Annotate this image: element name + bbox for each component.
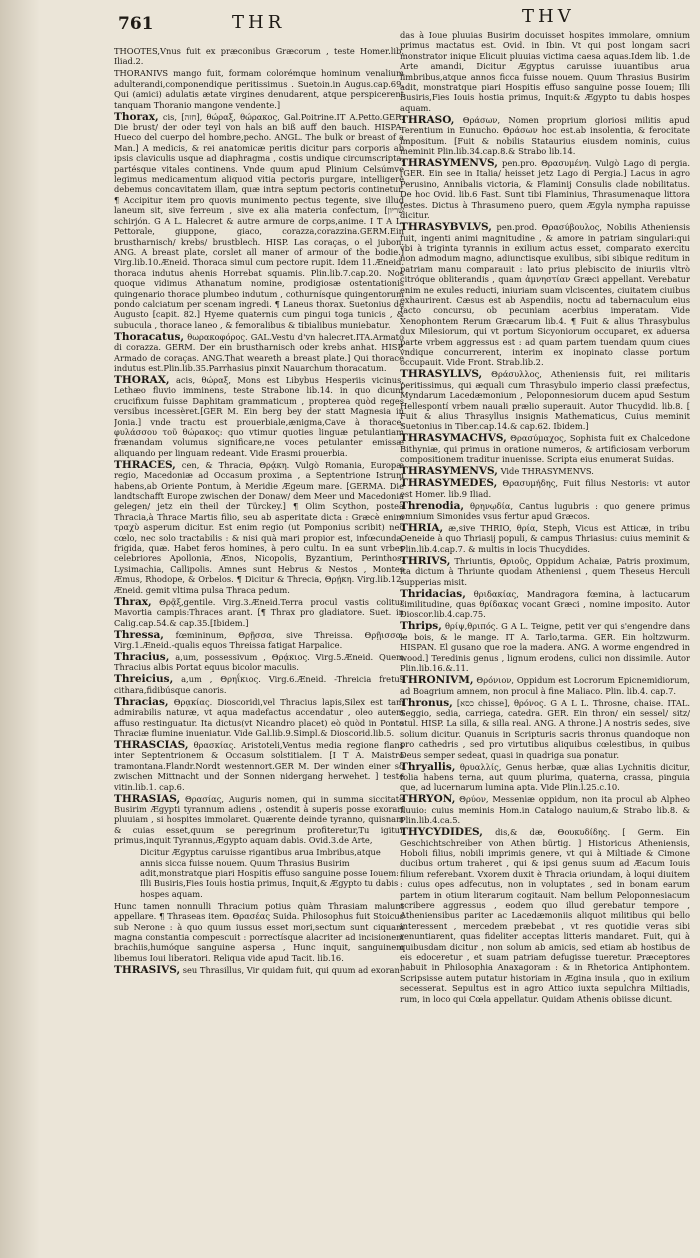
entry-text: Θρᾷξ,gentile. Virg.3.Æneid.Terra procul vastis colitur Mavortia campis:Thraces arant. [¶ Thrax pro gladiatore. Suet. in Calig.cap.54.& cap.35.[Ibidem.] <box>114 596 404 628</box>
dictionary-entry <box>400 369 690 431</box>
entry-text: THORANIVS mango fuit, formam colorémque hominum venalium adulterandi,componendique peritissimus . Suetoin.in Augus.cap.69. Qui (amici) adulatis ætate virgines denudarent, atque perspicerent tanquam Thoranio mangone vendente.] <box>114 68 404 110</box>
entry-text: θρηνῳδία, Cantus lugubris : quo genere primus omnium Simonides vsus fertur apud Græcos. <box>400 500 690 522</box>
entry-headword: Thryallis, <box>400 760 456 773</box>
entry-text: Θρᾳκίας. Dioscoridi,vel Thracius lapis,Silex est tam admirabilis naturæ, vt aqua madefactus accendatur , oleo autem affuso restinguatur. Ita dictus(vt Nicandro placet) eò quòd in Ponto Thraciæ flumine inueniatur. Vide Gal.lib.9.Simpl.& Dioscorid.lib.5. <box>114 696 404 738</box>
entry-headword: Threicius, <box>114 673 174 686</box>
dictionary-entry <box>114 847 404 899</box>
dictionary-entry <box>400 501 690 522</box>
dictionary-entry <box>400 478 690 499</box>
entry-text: a,um , Θρηΐκιος. Virg.6.Æneid. -Threicia fretus cithara,fidibúsque canoris. <box>114 674 404 695</box>
entry-headword: Thronus, <box>400 696 453 709</box>
entry-text: dis,& dæ, Θουκυδίδης. [ Germ. Ein Geschichtschreiber von Athen bürtig. ] Historicus Atheniensis, Hoboli filius, nobili imprimis genere, vt qui à Miltiade & Cimone ducibus ortum traheret , qui & ipsi genus suum ad Æacum Iouis filium referebant. Vxorem duxit è Thracia oriundam, à loqui diuitem : cuius opes adfecutus, non in voluptates , sed in bonam earum partem in otium literarum cogitauit. Nam bellum Peloponnesiacum scribere aggressus , eodem quo illud gerebatur tempore , Atheniensibus pariter ac Lacedæmoniis aliquot militibus qui bello interessent , mercedem præbebat , vt res quotidie veras sibi renuntiarent, quas fideliter acceptas litteris mandaret. Fuit, qui à quibusdam dicitur , non solum ab amicis, sed etiam ab hostibus de eis edoceretur , et suam patriam defugisse tueretur. Præceptores habuit in Philosophia Anaxagoram : & in Rhetorica Antiphontem. Scripsisse autem putatur historiam in Ægina insula , quo in exilium secesserat. Sepultus est in agro Attico iuxta sepulchra Miltiadis, rum, in loco qui Cœla appellatur. Quidam Athenis obiisse dicunt. <box>400 827 690 1004</box>
entry-headword: Threnodia, <box>400 499 465 512</box>
entry-headword: Thridacias, <box>400 587 466 600</box>
entry-headword: THRONIVM, <box>400 674 474 687</box>
entry-text: Θρόνιον, Oppidum est Locrorum Epicnemidiorum, ad Boagrium amnem, non procul à fine Maliaco. Plin. lib.4. cap.7. <box>400 675 690 696</box>
dictionary-entry <box>400 115 690 157</box>
entry-text: fœmininum, Θρῇσσα, sive Threissa. Θρῇισσα. Virg.1.Æneid.-qualis equos Threissa fatigat Harpalice. <box>114 629 404 650</box>
entry-text: Thriuntis, Θριοῦς, Oppidum Achaiæ, Patris proximum, ita dictum à Thriunte quodam Atheniensi , quem Theseus Herculi supperias misit. <box>400 555 690 587</box>
entry-headword: THRASYMENVS, <box>400 157 498 170</box>
entry-headword: THRASIVS, <box>114 963 181 976</box>
entry-text: THOOTES,Vnus fuit ex præconibus Græcorum , teste Homer.lib. Iliad.2. <box>114 46 404 67</box>
dictionary-entry <box>114 965 404 975</box>
entry-text: Θράσων, Nomen proprium gloriosi militis apud Terentium in Eunucho. Θράσων hoc est.ab insolentia, & ferocitate impositum. [Fuit & nobilis Stataurius eiusdem nominis, cuius meminit Plin.lib.34.cap.8.& Strabo lib.14. <box>400 114 690 157</box>
entry-text: Vide THRASYMENVS. <box>500 466 594 477</box>
entry-text: Dicitur Ægyptus caruisse rigantibus arua Imbribus,atque annis sicca fuisse nouem. Quum Thrasius Busirim adit,monstratque piari Hospitis effuso sanguine posse Iouem: Illi Busiris,Fies Iouis hostia primus, Inquit,& Ægypto tu dabis hospes aquam. <box>140 847 399 899</box>
entry-headword: THYCYDIDES, <box>400 826 483 839</box>
entry-headword: Thrips, <box>400 620 442 633</box>
dictionary-entry <box>114 597 404 628</box>
entry-headword: THRIA, <box>400 522 444 535</box>
entry-text: das à Ioue pluuias Busirim docuisset hospites immolare, omnium primus mactatus est. Ovid. in Ibin. Vt qui post longam sacri monstrator inique Elicuit pluuias victima caesa aquas.Idem lib. 1.de Arte amandi, Dicitur Ægyptus caruisse iuuantibus arua limbribus,atque annos ficca fuisse nouem. Quum Thrasius Busirim adit, monstratque piari Hospitis effuso sanguine posse Iouem; Illi Busiris,Fies Iouis hostia primus, Inquit:& Ægypto tu dabis hospes aquam. <box>400 30 690 113</box>
entry-text: cis, [חזה], θώραξ, θώρακος, Gal.Poitrine.IT A.Petto.GER. Die brust/ der oder teyl von hals an biß auff den bauch. HISPA. Hueco del cuerpo del hombre,pecho. ANGL. The bulk or breast of a Man.] A medicis, & rei anatomicæ peritis dicitur pars corporis ab ipsis claviculis usque ad diaphragma , costis undique circumscripta, partésque vitales continens. Vnde quum apud Plinium Celsúmve legimus medicamentum aliquod vitia pectoris purgare, intelligere debemus concavitatem illam, quæ intra septum pectoris continetur. ¶ Accipitur item pro quovis munimento pectus tegente, sive illud laneum sit, sive ferreum , sive ex alia materia confectum, [שריון schirjón. G A L. Halecret & autre armure de corps,anime. I T A L. Pettorale, giuppone, giaco, corazza,corazzina.GERM.Ein brustharnisch/ krebs/ brustblech. HISP. Las coraças, o el jubon. ANG. A breast plate, corslet all maner of armour of the bodie.] Virg.lib.10.Æneid. Thoraca simul cum pectore rupit. Idem 11.Æneid. thoraca indutus ahenis Horrebat squamis. Plin.lib.7.cap.20. Nos quoque vidimus Athanatum nomine, prodigiosæ ostentationis quingenario thorace plumbeo indutum , cothurnísque quingentorum pondo calciatum per scenam ingredi. ¶ Laneus thorax. Suetonius de Augusto [capit. 82.] Hyeme quaternis cum pingui toga tunicis , & subucula , thorace laneo , & femoralibus & tibialibus muniebatur. <box>114 111 404 330</box>
entry-headword: THRACES, <box>114 458 176 471</box>
entry-headword: THRASYLLVS, <box>400 368 483 381</box>
entry-headword: Thorax, <box>114 110 159 123</box>
entry-text: cen, & Thracia, Θρᾴκη. Vulgò Romania, Europæ regio, Macedoniæ ad Occasum proxima , a Septentrione Istrum habens,ab Oriente Pontum, à Meridie Ægeum mare. [GERMA. Die landtschafft Europe zwischen der Donaw/ dem Meer und Macedonia gelegen/ jetz ein theil der Türckey.] ¶ Olim Scython, postea Thracia,à Thrace Martis filio, seu ab asperitate dicta : Græcè enim τραχὺ asperum dicitur. Est enim regio (ut Pomponius scribit) nec cœlo, nec solo tractabilis : & nisi quà mari propior est, infœcunda, frigida, quæ. Habet feros homines, à pero cultu. In ea sunt vrbes celebriores Apollonia, Ænos, Nicopolis, Byzantium, Perinthos, Lysimachia, Callipolis. Amnes sunt Hebrus & Nestos , Montes Æmus, Rhodope, & Orbelos. ¶ Dicitur & Threcia, Θρῄκη. Virg.lib.12. Æneid. gemit vltima pulsa Thraca pedum. <box>114 459 404 595</box>
entry-text: Θρασυμήδης, Fuit filius Nestoris: vt autor est Homer. lib.9 Iliad. <box>400 478 690 499</box>
page-gutter-shadow <box>0 0 40 1258</box>
dictionary-entry <box>400 621 690 673</box>
entry-text: Θρασίας, Auguris nomen, qui in summa siccitate Busirim Ægypti tyrannum adiens , ostendit à superis posse exorari pluuiam , si hospites immolaret. Quærente deinde tyranno, quisnam & cuias esset,quum se peregrinum profiteretur,Tu igitur primus,inquit Tyrannus,Ægypto aquam dabis. Ovid.3.de Arte, <box>114 793 404 846</box>
entry-headword: THRASIAS, <box>114 792 181 805</box>
entry-text: θριδακίας, Mandragora fœmina, à lactucarum similitudine, quas θρίδακας vocant Græci , nomine imposito. Autor Dioscor.lib.4.cap.75. <box>400 588 690 620</box>
entry-text: acis, θώραξ, Mons est Libybus Hesperiis vicinus, Lethæo fluvio imminens, teste Strabone lib.14. in quo dicunt crucifixum fuisse Daphitam grammaticum , propterea quòd reges versibus incessèret.[GER M. Ein berg bey der statt Magnesia in Jonia.] vnde tractu est prouerbiale,ænigma,Cave à thorace, φυλάσσου τοῦ θώρακος: quo vtimur quoties linguæ petulantiam frænandam volumus significare,ne voces petulanter emissæ aliquando per linguam redeant. Vide Erasmi prouerbia. <box>114 374 404 458</box>
dictionary-entry <box>400 698 690 760</box>
dictionary-entry <box>114 46 404 67</box>
dictionary-entry <box>114 901 404 963</box>
dictionary-entry <box>400 433 690 464</box>
dictionary-entry <box>400 30 690 113</box>
right-text-column <box>400 30 690 1252</box>
dictionary-entry <box>114 112 404 331</box>
left-text-column <box>114 46 404 1251</box>
entry-headword: THRYON, <box>400 793 456 806</box>
dictionary-entry <box>400 158 690 220</box>
dictionary-entry <box>114 674 404 695</box>
entry-text: θρίψ,θριπός. G A L. Teigne, petit ver qui s'engendre dans le bois, & le mange. IT A. Tarlo,tarma. GER. Ein holtzwurm. HISPAN. El gusano que roe la madera. ANG. A worme engendred in wood.] Teredinis genus , lignum erodens, culici non dissimile. Autor Plin.lib.16.&.11. <box>400 621 690 674</box>
dictionary-entry <box>400 222 690 368</box>
entry-headword: Thracias, <box>114 695 169 708</box>
entry-headword: Thrax, <box>114 595 152 608</box>
dictionary-entry <box>114 794 404 846</box>
dictionary-entry <box>114 630 404 651</box>
dictionary-entry <box>400 794 690 825</box>
dictionary-entry <box>400 466 690 476</box>
dictionary-entry <box>400 556 690 587</box>
entry-headword: THRASYBVLVS, <box>400 221 492 234</box>
entry-text: Θράσυλλος, Atheniensis fuit, rei militaris peritissimus, qui æquali cum Thrasybulo imperio classi præfectus, Myndarum Lacedæmonium , Peloponnesiorum ducem apud Sestum Hellespontí vrbem nauali prælio superauit. Autor Thucydid. lib.8. [ Fuit & alius Thrasyllus insignis Mathematicus, Cuius meminit Suetonius in Tiber.cap.14.& cap.62. Ibidem.] <box>400 369 690 432</box>
dictionary-entry <box>400 675 690 696</box>
running-head-left: THR <box>232 12 286 33</box>
entry-headword: THRASCIAS, <box>114 738 189 751</box>
entry-text: θρασκίας. Aristoteli,Ventus media regione flans inter Septentrionem & Occasum solstitialem. [I T A. Maistro tramontana.Flandr.Nordt westennort.GER M. Der winden einer so zwischen Mittnacht und der Sonnen nidergang herwehet. ] teste vitin.lib.1. cap.6. <box>114 739 404 792</box>
entry-text: θρυαλλίς, Genus herbæ, quæ alias Lychnitis dicitur, folia habens terna, aut quum plurima, quaterna, crassa, pinguia que, ad lucernarum lumina apta. Vide Plin.l.25.c.10. <box>400 761 690 793</box>
entry-text: Θρασύμαχος, Sophista fuit ex Chalcedone Bithyniæ, qui primus in oratione numeros, & artificiosam verborum compositionem traditur inuenisse. Scripta eius enumerat Suidas. <box>400 433 690 465</box>
entry-headword: Thoracatus, <box>114 330 185 343</box>
dictionary-entry <box>400 523 690 554</box>
entry-text: θωρακοφόρος. GAL.Vestu d'vn halecret.ITA.Armato di corazza. GERM. Der ein brustharnisch oder krebs anhat. HISP. Armado de coraças. ANG.That weareth a breast plate.] Qui thorace indutus est.Plin.lib.35.Parrhasius pinxit Nauarchum thoracatum. <box>114 331 404 373</box>
entry-text: seu Thrasillus, Vir quidam fuit, qui quum ad exoran- <box>182 964 403 975</box>
dictionary-entry <box>114 68 404 110</box>
entry-headword: Thracius, <box>114 650 170 663</box>
entry-headword: THRIVS, <box>400 554 451 567</box>
entry-headword: Thressa, <box>114 628 164 641</box>
dictionary-entry <box>400 827 690 1004</box>
dictionary-entry <box>114 652 404 673</box>
entry-text: æ,sive THRIO, θρία, Steph, Vicus est Atticæ, in tribu Oeneide à quo Thriasij populi, & campus Thriasius: cuius meminit & Plin.lib.4.cap.7. & multis in locis Thucydides. <box>400 523 690 554</box>
dictionary-entry <box>114 697 404 739</box>
dictionary-entry <box>114 332 404 374</box>
dictionary-entry <box>400 762 690 793</box>
dictionary-entry <box>114 375 404 458</box>
entry-headword: THRASO, <box>400 113 455 126</box>
page-number: 761 <box>118 14 154 34</box>
dictionary-entry <box>114 740 404 792</box>
entry-text: Hunc tamen nonnulli Thracium potius quàm Thrasiam malunt appellare. ¶ Thraseas item. Θρασέας Suida. Philosophus fuit Stoicus sub Nerone : à quo quum iussus esset mori,sectum sunt ciquam magna constantia compescuit : porrectísque alacriter ad incisionem brachiis,humóque sanguine aspersa , Hunc inquit, sanguinem libemus Ioui liberatori. Reliqua vide apud Tacit. lib.16. <box>114 900 404 963</box>
running-head-right: THV <box>522 6 575 27</box>
entry-headword: THRASYMACHVS, <box>400 432 507 445</box>
dictionary-entry <box>400 589 690 620</box>
entry-headword: THORAX, <box>114 373 170 386</box>
entry-text: a,um, possessivum , Θρᾴκιος. Virg.5.Æneid. Quem Thracius albis Portat equus bicolor maculis. <box>114 651 404 673</box>
entry-text: pen.prod. Θρασύβουλος, Nobilis Atheniensis fuit, ingenti animi magnitudine , & amore in patriam singulari:qui vbi à triginta tyrannis in exilium actus esset, comparato exercitu non admodum magno, adiunctisque exulibus, sibi sibique reditum in patriam manu comparauit : lato prius plebiscito de iniuriis vltrò citróque obliterandis , quam ἀμνηστίαν Græci appellant. Verebatur enim ne exules reducti, iniuriam suam vlciscentes, ciuitatem ciuibus exhaurirent. Cæsus est ab Aspendiis, noctu ad tabernaculum eius facto concursu, ob pecuniam acerbius imperatam. Vide Xenophontem Rerum Græcarum lib.4. ¶ Fuit & alius Thrasybulus dux Milesiorum, qui vt portum Sicyoniorum occuparet, ex aduersa parte vrbem aggressus est : ad quam partem tuendam quum ciues vndique concurrerent, interim ex inopinato classe portum occupauit. Vide Front. Strab.lib.2. <box>400 222 690 368</box>
dictionary-entry <box>114 460 404 595</box>
entry-text: pen.pro. Θρασυμένη. Vulgò Lago di pergia. [GER. Ein see in Italia/ heisset jetz Lago di Pergia.] Lacus in agro Perusino, Annibalis victoria, & Flaminij Consulis clade nobilitatus. De hoc Ovid. lib.6 Fast. Sunt tibi Flaminius, Thrasumenaque littora testes. Dictus à Thrasumeno puero, quem Ægyla nympha rapuisse dicitur. <box>400 158 690 221</box>
entry-headword: THRASYMENVS, <box>400 465 498 478</box>
entry-text: [כסא chisse], θρόνος. G A L L. Throsne, chaise. ITAL. Seggio, sedia, carriega, catedra. GER. Ein thron/ ein sessel/ sitz/ stul. HISP. La silla, & silla real. ANG. A throne.] A nostris sedes, sive solium dicitur. Quanuis in Scripturis sacris thronus quandoque non pro cathedris , sed pro virtutibus aliquibus cœlestibus, in quibus Deus semper sedeat, quasi in quadriga sua ponatur. <box>400 697 690 760</box>
entry-text: Θρύον, Messeniæ oppidum, non ita procul ab Alpheo fluuio: cuius meminis Hom.in Catalogo nauium,& Strabo lib.8. & Plin.lib.4.ca.5. <box>400 794 690 826</box>
entry-headword: THRASYMEDES, <box>400 477 498 490</box>
